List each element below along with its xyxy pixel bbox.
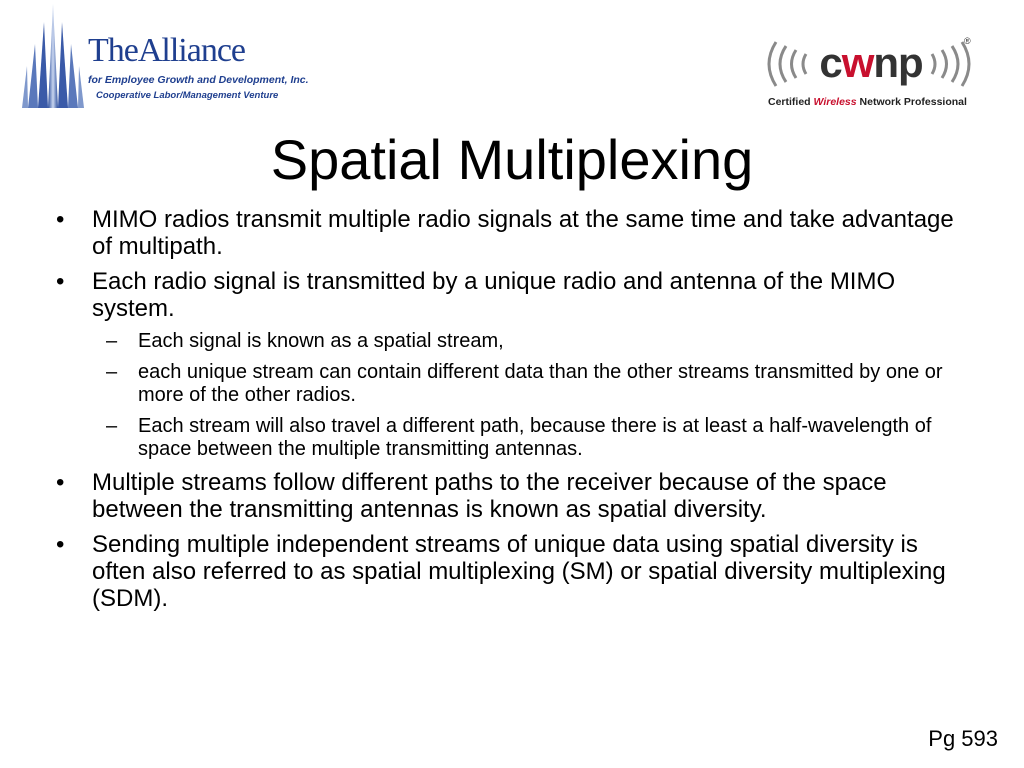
sub-bullet-marker: – bbox=[106, 361, 118, 383]
sub-bullet-text: Each signal is known as a spatial stream, bbox=[138, 330, 504, 352]
page-number: Pg 593 bbox=[928, 726, 998, 751]
cwnp-letters-np: np bbox=[873, 39, 923, 86]
bullet-item bbox=[52, 268, 962, 322]
sub-bullet-item bbox=[52, 415, 962, 461]
bullet-marker: • bbox=[56, 206, 65, 233]
bullet-text: Sending multiple independent streams of unique data using spatial diversity is often also referred to as spatial multiplexing (SM) or spatial diversity multiplexing (SDM). bbox=[92, 531, 946, 612]
sub-bullet-text: each unique stream can contain different data than the other streams transmitted by one or more of the other radios. bbox=[138, 361, 943, 406]
bullet-text: Each radio signal is transmitted by a unique radio and antenna of the MIMO system. bbox=[92, 268, 896, 322]
bullet-list bbox=[52, 206, 962, 620]
alliance-logo bbox=[22, 4, 309, 108]
bullet-item bbox=[52, 469, 962, 523]
bullet-item bbox=[52, 206, 962, 260]
bullet-item bbox=[52, 531, 962, 612]
registered-mark: ® bbox=[964, 36, 971, 46]
spire-icon bbox=[22, 4, 84, 108]
alliance-brand: TheAlliance bbox=[88, 32, 246, 69]
sub-bullet-marker: – bbox=[106, 415, 118, 437]
sub-bullet-text: Each stream will also travel a different path, because there is at least a half-wavelength of space between the multiple transmitting antennas. bbox=[138, 415, 932, 460]
cwnp-tagline bbox=[768, 96, 967, 108]
alliance-subtitle: for Employee Growth and Development, Inc. bbox=[88, 74, 309, 86]
bullet-marker: • bbox=[56, 268, 65, 295]
cwnp-tag-wireless: Wireless bbox=[813, 96, 857, 108]
bullet-text: MIMO radios transmit multiple radio signals at the same time and take advantage of multipath. bbox=[92, 206, 954, 260]
bullet-marker: • bbox=[56, 531, 65, 558]
bullet-marker: • bbox=[56, 469, 65, 496]
cwnp-tag-certified: Certified bbox=[768, 96, 814, 108]
sub-bullet-item bbox=[52, 361, 962, 407]
bullet-text: Multiple streams follow different paths to the receiver because of the space between the transmitting antennas is known as spatial diversity. bbox=[92, 469, 887, 523]
cwnp-wordmark bbox=[816, 39, 926, 86]
cwnp-letter-w: w bbox=[841, 39, 874, 86]
slide-title: Spatial Multiplexing bbox=[270, 128, 754, 191]
alliance-tagline: Cooperative Labor/Management Venture bbox=[96, 90, 279, 101]
cwnp-letter-c: c bbox=[819, 39, 842, 86]
cwnp-tag-network: Network Professional bbox=[856, 96, 967, 108]
cwnp-logo bbox=[762, 36, 976, 112]
sub-bullet-item bbox=[52, 330, 962, 353]
sub-bullet-marker: – bbox=[106, 330, 118, 352]
